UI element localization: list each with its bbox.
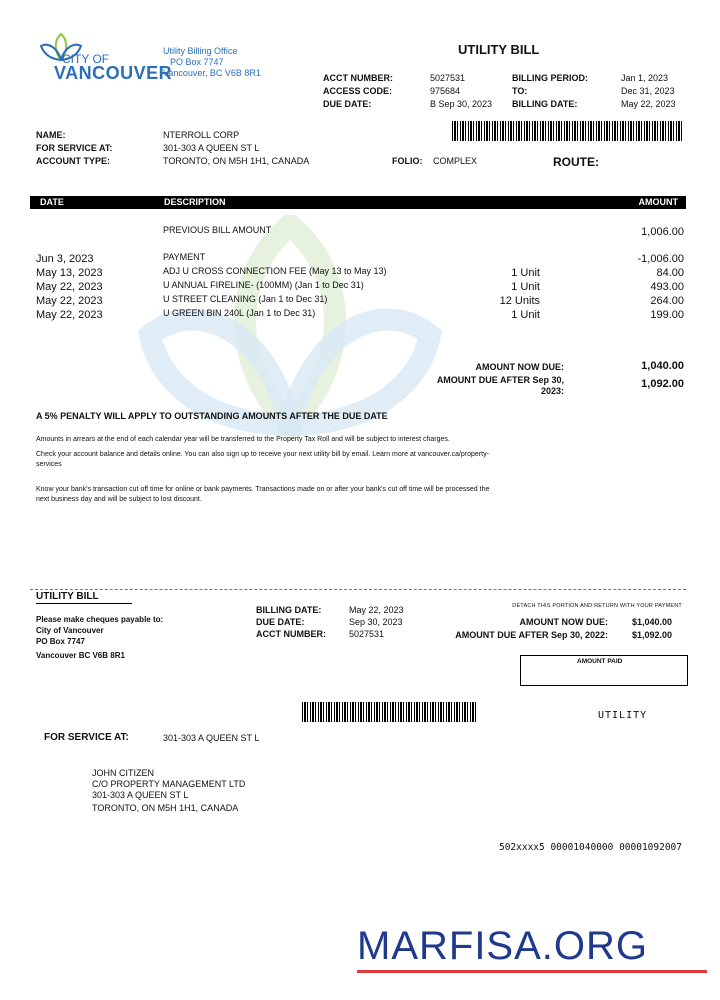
mail-address-3: 301-303 A QUEEN ST L — [92, 790, 189, 800]
service-label: FOR SERVICE AT: — [36, 143, 113, 153]
folio-label: FOLIO: — [392, 156, 423, 166]
amount-paid-box[interactable] — [520, 655, 688, 686]
acct-number-value: 5027531 — [430, 73, 466, 83]
row-date: Jun 3, 2023 — [36, 253, 94, 265]
stub-billing-date-label: BILLING DATE: — [256, 605, 322, 615]
marfisa-underline — [357, 970, 707, 973]
amount-paid-label: AMOUNT PAID — [577, 658, 623, 665]
amount-after-label-1: AMOUNT DUE AFTER Sep 30, — [436, 375, 564, 385]
table-header — [30, 196, 686, 209]
notice-bank-2: next business day and will be subject to lost discount. — [36, 496, 202, 503]
row-date: May 13, 2023 — [36, 267, 103, 279]
name-label: NAME: — [36, 130, 66, 140]
row-amount: 493.00 — [650, 281, 684, 293]
office-line-1: Utility Billing Office — [163, 46, 238, 56]
acct-number-label: ACCT NUMBER: — [323, 73, 393, 83]
row-qty: 1 Unit — [511, 281, 540, 293]
penalty-notice: A 5% PENALTY WILL APPLY TO OUTSTANDING AMOUNTS AFTER THE DUE DATE — [36, 411, 388, 421]
logo-text-city: CITY OF — [62, 52, 110, 66]
row-qty: 1 Unit — [511, 309, 540, 321]
folio-value: COMPLEX — [433, 156, 478, 166]
marfisa-text: MARFISA.ORG — [357, 924, 649, 968]
previous-bill-description: PREVIOUS BILL AMOUNT — [163, 225, 272, 235]
tear-line — [30, 589, 686, 590]
stub-billing-date-value: May 22, 2023 — [349, 605, 404, 615]
name-value: NTERROLL CORP — [163, 130, 240, 140]
row-description: U ANNUAL FIRELINE- (100MM) (Jan 1 to Dec 31) — [163, 280, 364, 290]
header-date: DATE — [40, 197, 64, 207]
row-date: May 22, 2023 — [36, 281, 103, 293]
access-code-value: 975684 — [430, 86, 461, 96]
row-description: ADJ U CROSS CONNECTION FEE (May 13 to May 13) — [163, 266, 387, 276]
stub-utility-code: UTILITY — [598, 710, 648, 721]
ocr-scanline: 502xxxx5 00001040000 00001092007 — [498, 842, 682, 853]
notice-arrears: Amounts in arrears at the end of each calendar year will be transferred to the Property Tax Roll and will be subject to interest charges. — [36, 436, 450, 443]
notice-bank-1: Know your bank's transaction cut off time for online or bank payments. Transactions made on or after your bank's cut off time will be processed the — [36, 486, 490, 493]
row-date: May 22, 2023 — [36, 295, 103, 307]
row-qty: 1 Unit — [511, 267, 540, 279]
stub-now-due-value: $1,040.00 — [631, 617, 672, 627]
cheque-line-3: PO Box 7747 — [36, 637, 85, 646]
logo-text-vancouver: VANCOUVER — [54, 63, 173, 83]
row-date: May 22, 2023 — [36, 309, 103, 321]
amount-now-due-value: 1,040.00 — [641, 360, 684, 372]
service-value: 301-303 A QUEEN ST L — [163, 143, 260, 153]
stub-due-date-value: Sep 30, 2023 — [349, 617, 403, 627]
cheque-line-2: City of Vancouver — [36, 626, 104, 635]
stub-now-due-label: AMOUNT NOW DUE: — [519, 617, 608, 627]
row-amount: 264.00 — [650, 295, 684, 307]
leaf-watermark — [110, 215, 470, 440]
stub-due-date-label: DUE DATE: — [256, 617, 305, 627]
amount-now-due-label: AMOUNT NOW DUE: — [475, 362, 564, 372]
amount-after-value: 1,092.00 — [641, 378, 684, 390]
previous-bill-amount: 1,006.00 — [641, 226, 684, 238]
due-date-value: B Sep 30, 2023 — [430, 99, 493, 109]
stub-after-label: AMOUNT DUE AFTER Sep 30, 2022: — [455, 630, 608, 640]
billing-period-label: BILLING PERIOD: — [512, 73, 588, 83]
to-value: Dec 31, 2023 — [621, 86, 675, 96]
row-amount: -1,006.00 — [637, 253, 684, 265]
stub-service-label: FOR SERVICE AT: — [44, 732, 129, 743]
stub-barcode — [302, 702, 478, 722]
row-amount: 84.00 — [656, 267, 684, 279]
header-description: DESCRIPTION — [164, 197, 226, 207]
row-description: U STREET CLEANING (Jan 1 to Dec 31) — [163, 294, 328, 304]
row-description: U GREEN BIN 240L (Jan 1 to Dec 31) — [163, 308, 316, 318]
top-barcode — [452, 121, 684, 141]
office-line-3: Vancouver, BC V6B 8R1 — [163, 68, 261, 78]
row-description: PAYMENT — [163, 252, 206, 262]
amount-after-label-2: 2023: — [540, 386, 564, 396]
to-label: TO: — [512, 86, 528, 96]
route-label: ROUTE: — [553, 155, 599, 169]
detach-note: DETACH THIS PORTION AND RETURN WITH YOUR PAYMENT — [512, 603, 682, 609]
cheque-line-4: Vancouver BC V6B 8R1 — [36, 651, 125, 660]
stub-acct-label: ACCT NUMBER: — [256, 629, 326, 639]
cheque-line-1: Please make cheques payable to: — [36, 615, 164, 624]
access-code-label: ACCESS CODE: — [323, 86, 393, 96]
mail-address-4: TORONTO, ON M5H 1H1, CANADA — [92, 803, 239, 813]
notice-online-2: services — [36, 461, 62, 468]
billing-date-label: BILLING DATE: — [512, 99, 578, 109]
stub-title: UTILITY BILL — [36, 591, 99, 602]
document-title: UTILITY BILL — [458, 42, 540, 57]
marfisa-watermark — [357, 924, 707, 973]
mail-address-1: JOHN CITIZEN — [92, 768, 154, 778]
billing-date-value: May 22, 2023 — [621, 99, 676, 109]
stub-acct-value: 5027531 — [349, 629, 385, 639]
stub-service-value: 301-303 A QUEEN ST L — [163, 733, 260, 743]
mail-address-2: C/O PROPERTY MANAGEMENT LTD — [92, 779, 246, 789]
notice-online-1: Check your account balance and details online. You can also sign up to receive your next utility bill by email. Learn more at vancouver.ca/property- — [36, 451, 489, 458]
header-amount: AMOUNT — [638, 197, 678, 207]
account-type-label: ACCOUNT TYPE: — [36, 156, 110, 166]
due-date-label: DUE DATE: — [323, 99, 372, 109]
row-amount: 199.00 — [650, 309, 684, 321]
row-qty: 12 Units — [499, 295, 540, 307]
stub-title-rule — [36, 603, 132, 604]
billing-period-value: Jan 1, 2023 — [621, 73, 669, 83]
office-line-2: PO Box 7747 — [170, 57, 224, 67]
account-type-value: TORONTO, ON M5H 1H1, CANADA — [163, 156, 310, 166]
stub-after-value: $1,092.00 — [631, 630, 672, 640]
